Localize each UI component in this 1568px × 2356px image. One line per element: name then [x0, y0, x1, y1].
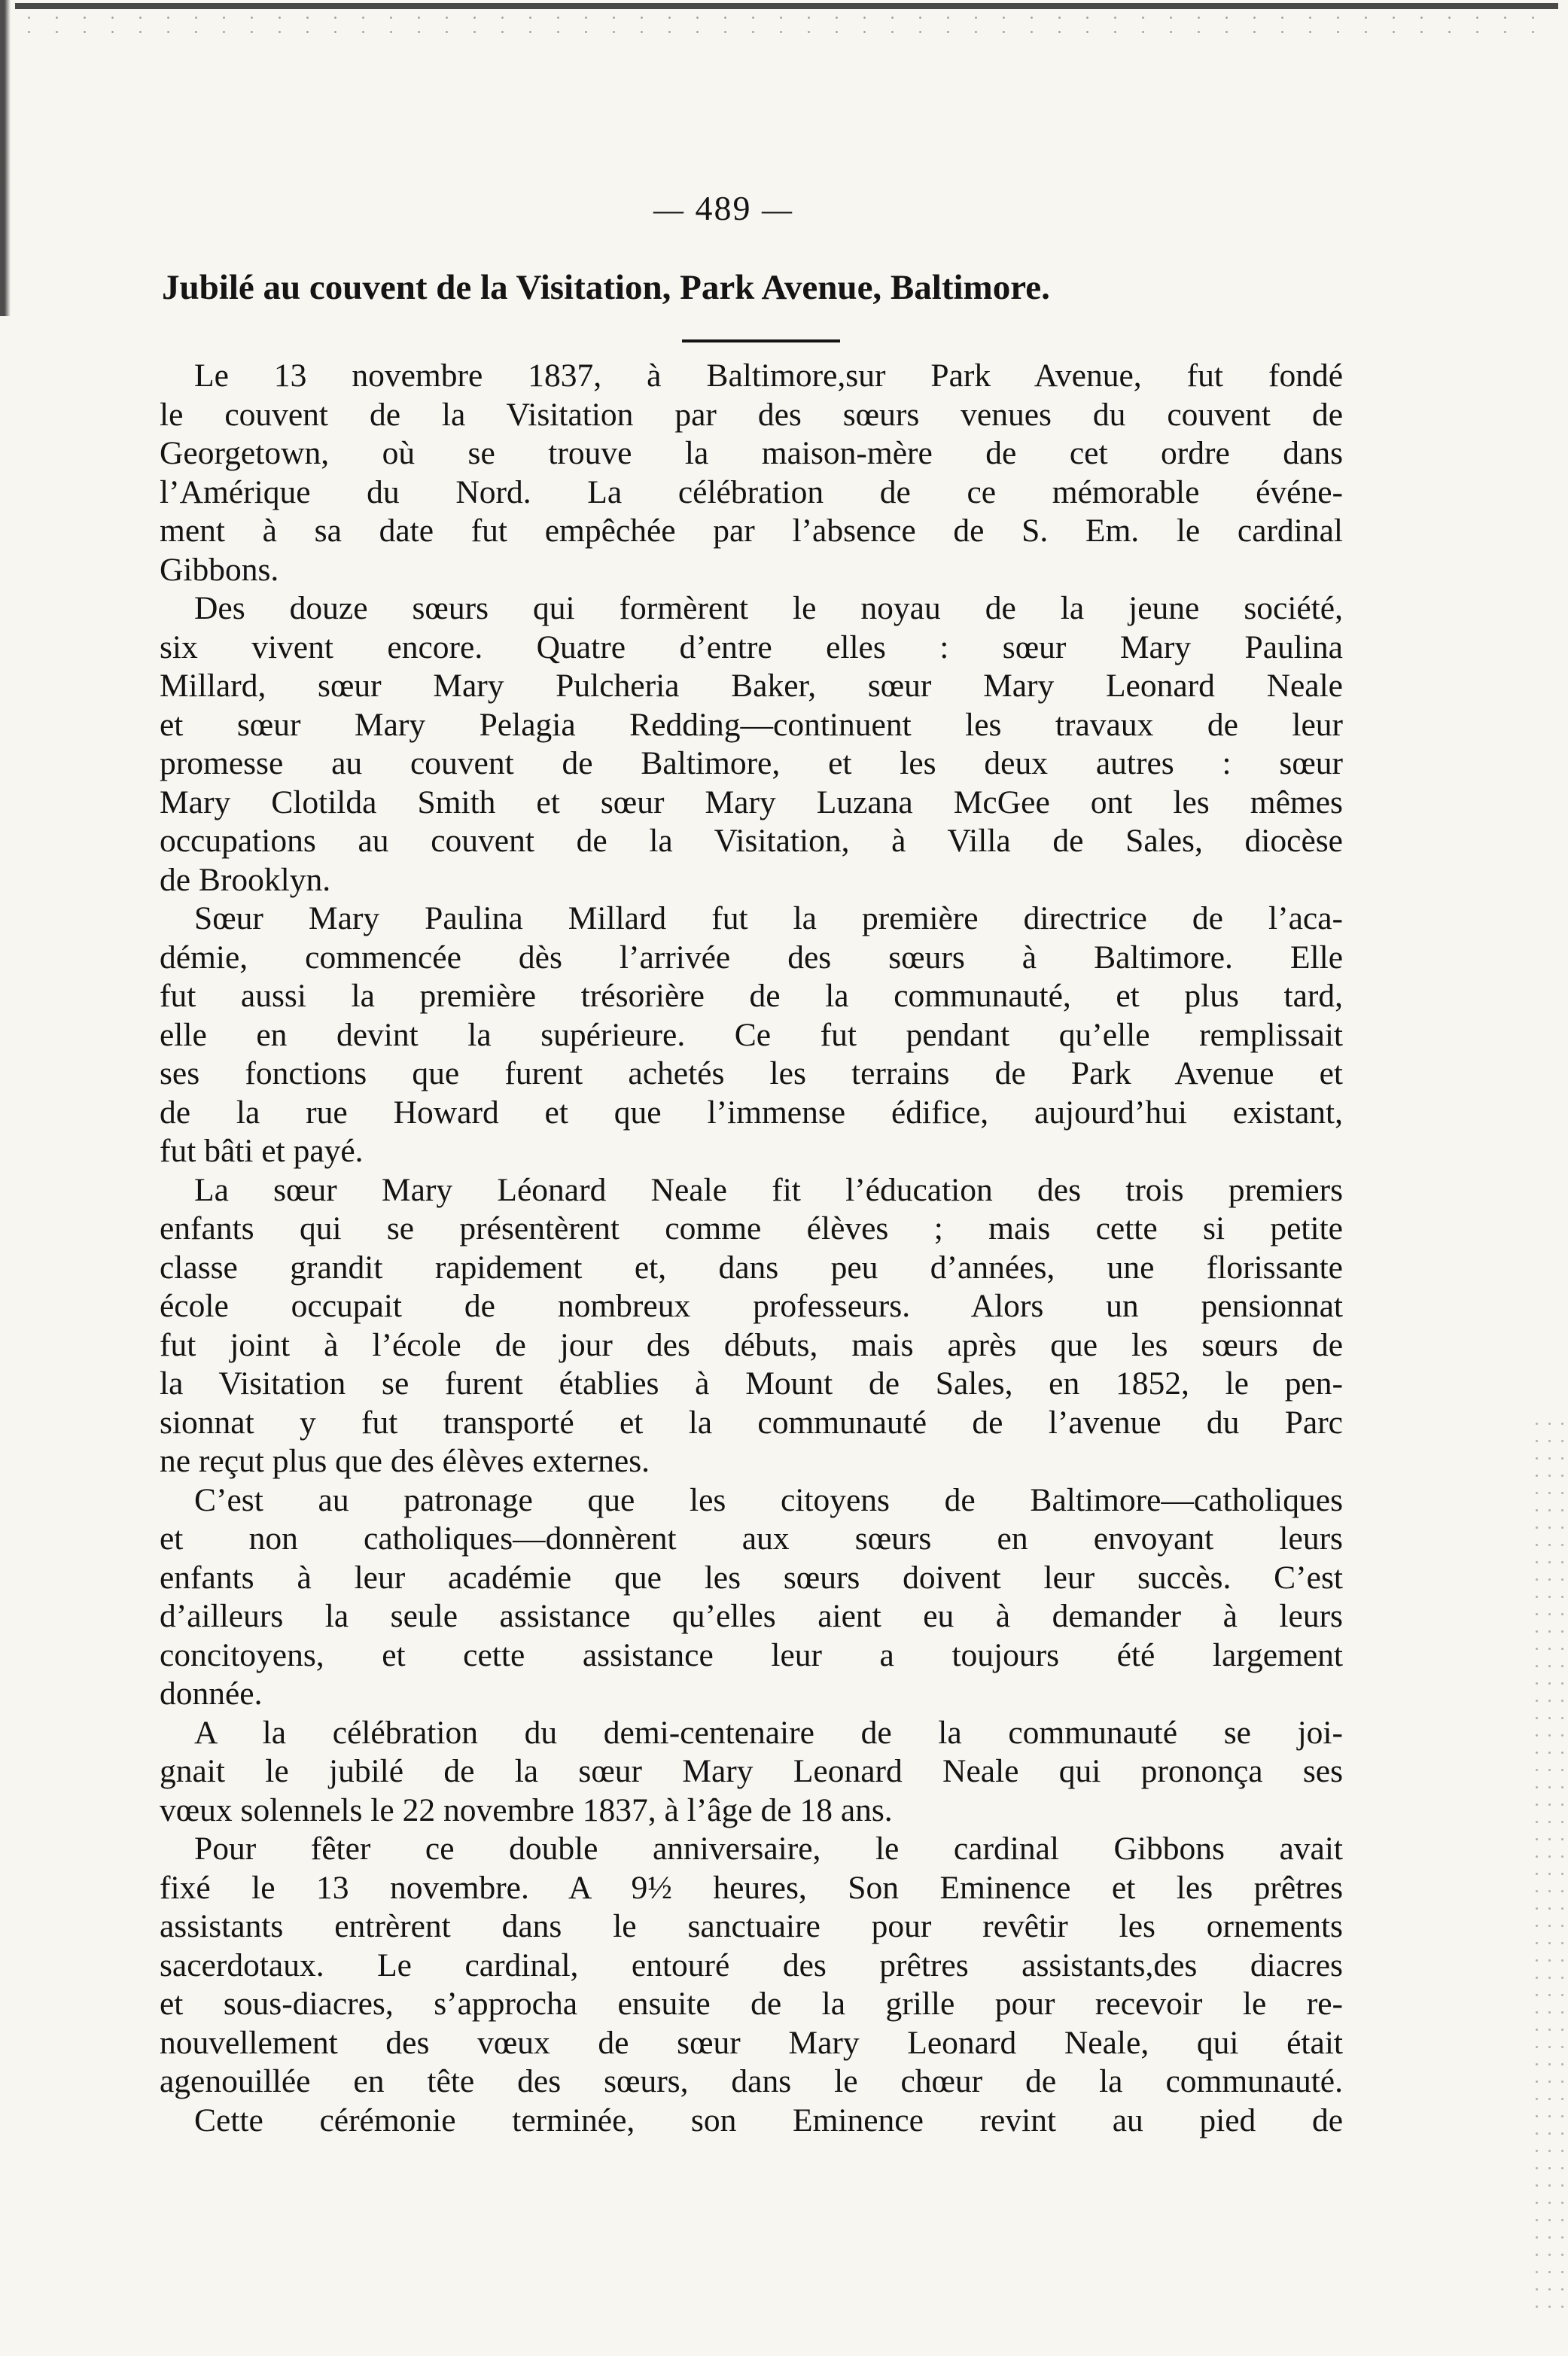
- text-line: fut aussi la première trésorière de la communauté, et plus tard,: [160, 978, 1343, 1014]
- text-line: gnait le jubilé de la sœur Mary Leonard Neale qui prononça ses: [160, 1753, 1343, 1789]
- text-line: l’Amérique du Nord. La célébration de ce mémorable événe-: [160, 473, 1343, 510]
- text-line: donnée.: [160, 1676, 263, 1712]
- text-line: Georgetown, où se trouve la maison-mère de cet ordre dans: [160, 435, 1343, 471]
- top-edge-noise: [15, 11, 1558, 33]
- page-number: 489: [695, 189, 752, 227]
- article-title: Jubilé au couvent de la Visitation, Park Avenue, Baltimore.: [162, 268, 1050, 307]
- left-binding-shadow: [0, 0, 11, 316]
- text-line: assistants entrèrent dans le sanctuaire pour revêtir les ornements: [160, 1908, 1343, 1944]
- text-line: fut bâti et payé.: [160, 1133, 364, 1169]
- text-line: Cette cérémonie terminée, son Eminence revint au pied de: [194, 2102, 1343, 2138]
- text-line: et sous-diacres, s’approcha ensuite de la grille pour recevoir le re-: [160, 1986, 1343, 2022]
- text-line: ment à sa date fut empêchée par l’absence de S. Em. le cardinal: [160, 513, 1343, 549]
- text-line: ses fonctions que furent achetés les terrains de Park Avenue et: [160, 1055, 1343, 1091]
- text-line: A la célébration du demi-centenaire de la communauté se joi-: [194, 1714, 1343, 1751]
- text-line: promesse au couvent de Baltimore, et les deux autres : sœur: [160, 745, 1343, 781]
- text-line: agenouillée en tête des sœurs, dans le chœur de la communauté.: [160, 2063, 1343, 2099]
- text-line: de la rue Howard et que l’immense édifice, aujourd’hui existant,: [160, 1094, 1343, 1131]
- page-number-dash-left: —: [653, 193, 685, 227]
- text-line: enfants qui se présentèrent comme élèves ; mais cette si petite: [160, 1210, 1343, 1246]
- text-line: Mary Clotilda Smith et sœur Mary Luzana McGee ont les mêmes: [160, 784, 1343, 820]
- text-line: Des douze sœurs qui formèrent le noyau de la jeune société,: [194, 590, 1343, 626]
- text-line: classe grandit rapidement et, dans peu d’années, une florissante: [160, 1249, 1343, 1286]
- text-line: Millard, sœur Mary Pulcheria Baker, sœur Mary Leonard Neale: [160, 668, 1343, 704]
- text-line: et sœur Mary Pelagia Redding—continuent les travaux de leur: [160, 706, 1343, 743]
- text-line: fixé le 13 novembre. A 9½ heures, Son Eminence et les prêtres: [160, 1869, 1343, 1906]
- text-line: nouvellement des vœux de sœur Mary Leonard Neale, qui était: [160, 2024, 1343, 2061]
- text-line: sionnat y fut transporté et la communauté de l’avenue du Parc: [160, 1404, 1343, 1441]
- article-body: [160, 357, 1343, 2140]
- text-line: Le 13 novembre 1837, à Baltimore,sur Park Avenue, fut fondé: [194, 358, 1343, 394]
- text-line: et non catholiques—donnèrent aux sœurs en envoyant leurs: [160, 1520, 1343, 1557]
- text-line: d’ailleurs la seule assistance qu’elles aient eu à demander à leurs: [160, 1598, 1343, 1634]
- page-number-dash-right: —: [762, 193, 793, 227]
- text-line: Sœur Mary Paulina Millard fut la première directrice de l’aca-: [194, 900, 1343, 936]
- right-edge-noise: [1530, 1415, 1568, 2318]
- text-line: enfants à leur académie que les sœurs doivent leur succès. C’est: [160, 1559, 1343, 1596]
- text-line: C’est au patronage que les citoyens de Baltimore—catholiques: [194, 1481, 1343, 1518]
- text-line: six vivent encore. Quatre d’entre elles : sœur Mary Paulina: [160, 629, 1343, 665]
- text-line: sacerdotaux. Le cardinal, entouré des prêtres assistants,des diacres: [160, 1947, 1343, 1983]
- text-line: la Visitation se furent établies à Mount de Sales, en 1852, le pen-: [160, 1365, 1343, 1402]
- text-line: Pour fêter ce double anniversaire, le cardinal Gibbons avait: [194, 1831, 1343, 1867]
- text-line: ne reçut plus que des élèves externes.: [160, 1443, 650, 1479]
- text-line: vœux solennels le 22 novembre 1837, à l’âge de 18 ans.: [160, 1791, 893, 1828]
- text-line: elle en devint la supérieure. Ce fut pendant qu’elle remplissait: [160, 1016, 1343, 1053]
- text-line: de Brooklyn.: [160, 861, 331, 898]
- page-number-header: [653, 188, 793, 228]
- top-edge-rule: [15, 3, 1558, 9]
- text-line: La sœur Mary Léonard Neale fit l’éducation des trois premiers: [194, 1171, 1343, 1208]
- text-line: démie, commencée dès l’arrivée des sœurs à Baltimore. Elle: [160, 939, 1343, 976]
- text-line: concitoyens, et cette assistance leur a toujours été largement: [160, 1636, 1343, 1673]
- text-line: Gibbons.: [160, 551, 279, 588]
- text-line: fut joint à l’école de jour des débuts, mais après que les sœurs de: [160, 1326, 1343, 1363]
- text-line: école occupait de nombreux professeurs. Alors un pensionnat: [160, 1288, 1343, 1324]
- text-line: occupations au couvent de la Visitation, à Villa de Sales, diocèse: [160, 823, 1343, 859]
- text-line: le couvent de la Visitation par des sœurs venues du couvent de: [160, 396, 1343, 433]
- title-underline-rule: [682, 339, 840, 342]
